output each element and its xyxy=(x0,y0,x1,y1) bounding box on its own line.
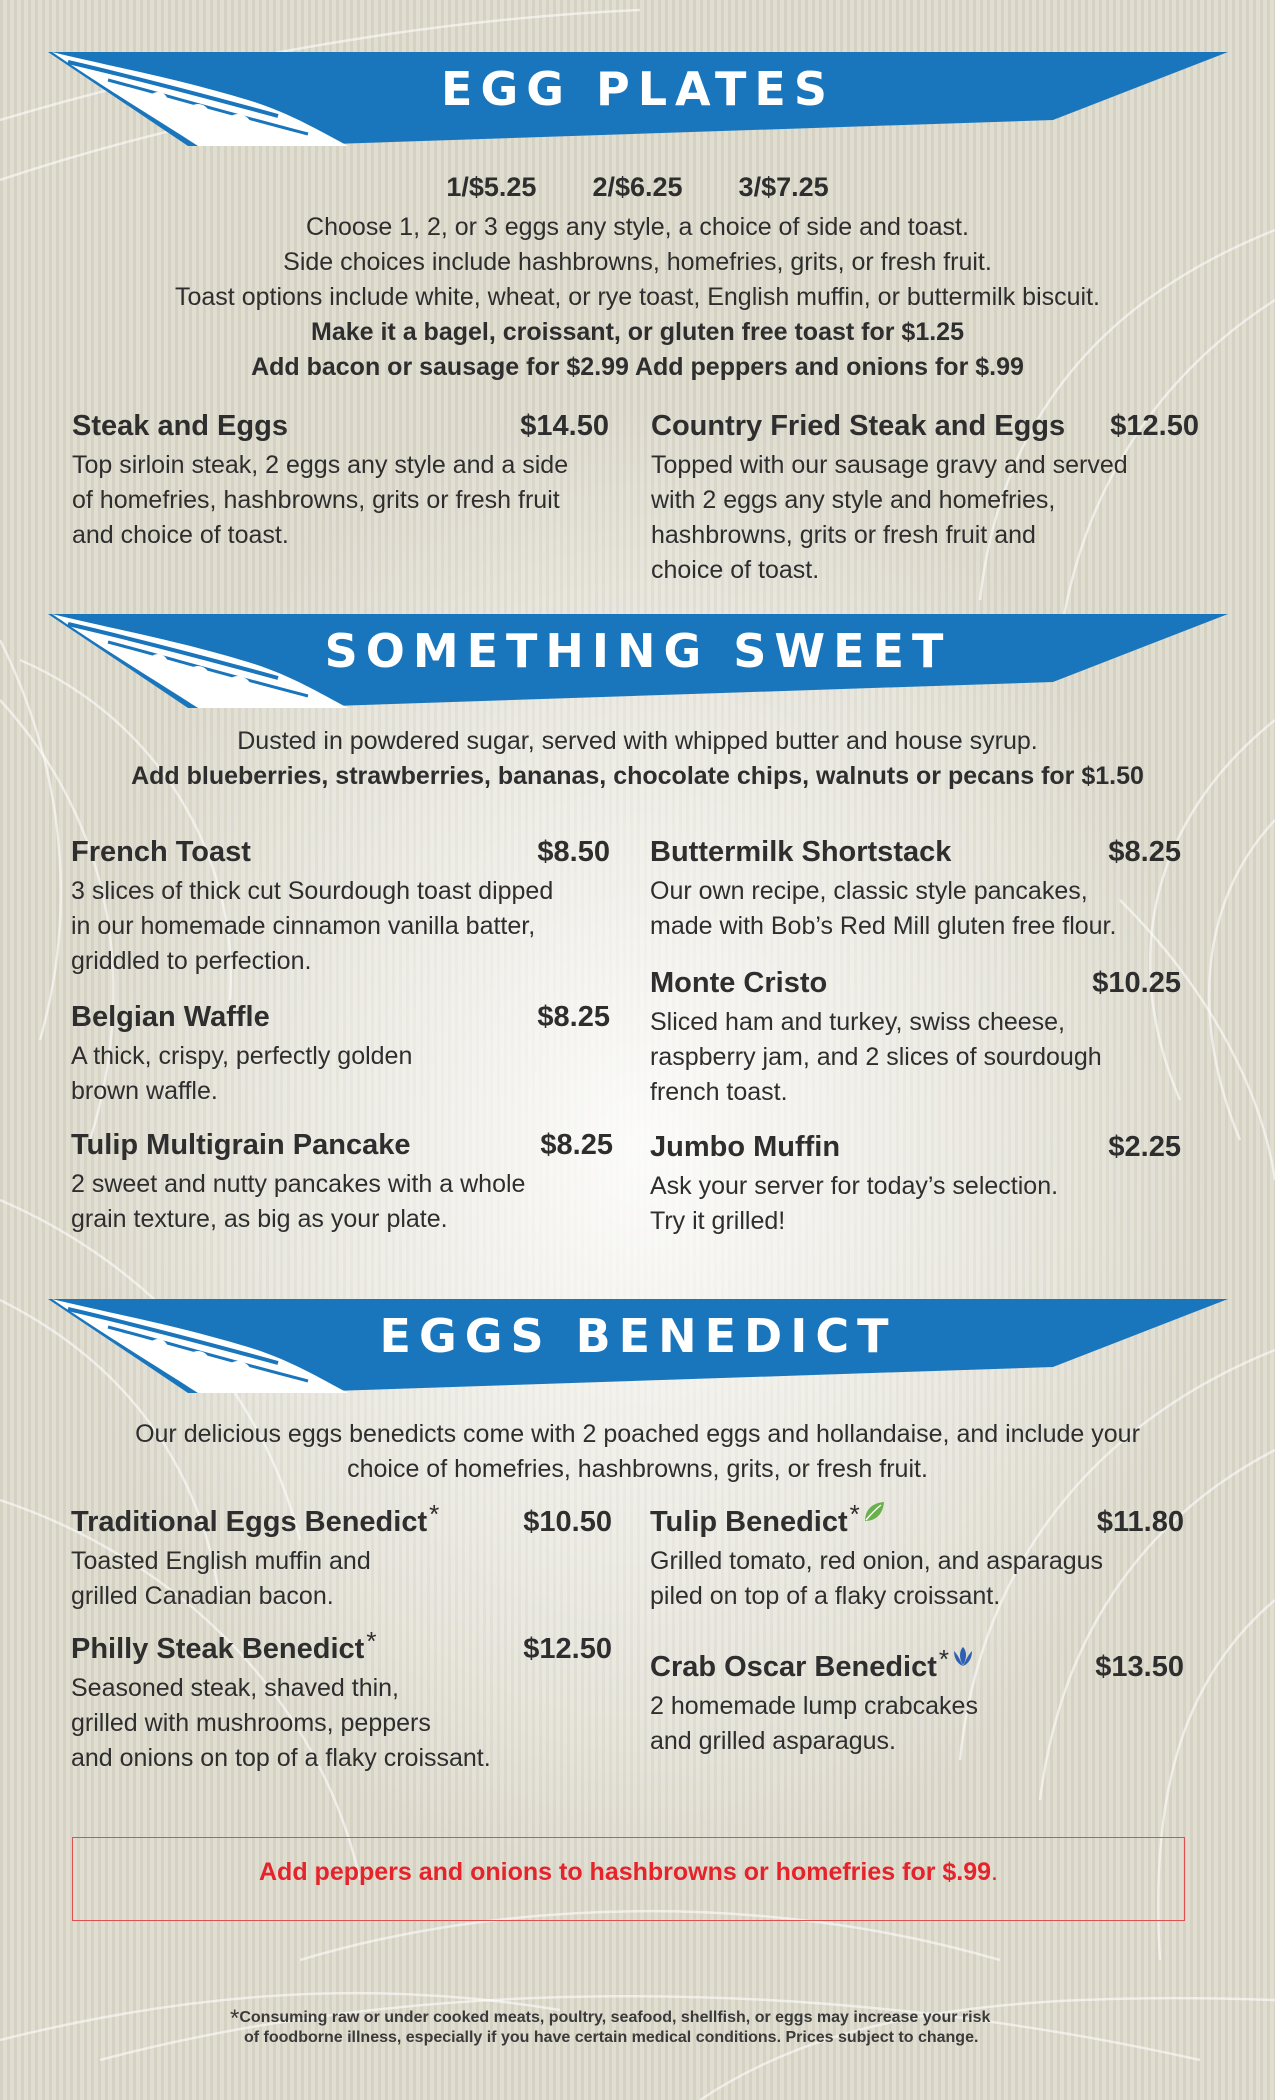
item-price: $12.50 xyxy=(523,1633,612,1665)
item-name xyxy=(71,1499,440,1539)
callout-message: Add peppers and onions to hashbrowns or homefries for $.99 xyxy=(259,1858,992,1886)
health-disclaimer-footnote xyxy=(230,2005,1130,2048)
menu-item-tulip-multigrain-pancake xyxy=(71,1129,613,1237)
section-title: SOMETHING SWEET xyxy=(324,624,952,678)
raw-food-asterisk: * xyxy=(366,1626,377,1656)
price-two-eggs: 2/$6.25 xyxy=(592,172,683,202)
description-line: of homefries, hashbrowns, grits or fresh fruit xyxy=(72,486,560,514)
item-description xyxy=(71,1167,613,1237)
menu-item-crab-oscar-benedict xyxy=(650,1644,1184,1759)
item-price: $2.25 xyxy=(1108,1131,1181,1163)
price-three-eggs: 3/$7.25 xyxy=(738,172,829,202)
menu-item-jumbo-muffin xyxy=(650,1131,1181,1239)
egg-count-prices xyxy=(0,172,1275,203)
item-name-text: Tulip Benedict xyxy=(650,1506,848,1538)
tulip-logo-icon xyxy=(951,1643,975,1677)
egg-plates-banner xyxy=(48,50,1228,150)
menu-item-steak-and-eggs xyxy=(72,410,609,553)
menu-item-traditional-eggs-benedict xyxy=(71,1499,612,1614)
description-line: and choice of toast. xyxy=(72,521,289,549)
description-line: french toast. xyxy=(650,1078,788,1106)
menu-item-buttermilk-shortstack xyxy=(650,836,1181,944)
item-price: $8.25 xyxy=(537,1001,610,1033)
description-line: piled on top of a flaky croissant. xyxy=(650,1582,1001,1610)
description-line: and grilled asparagus. xyxy=(650,1727,896,1755)
item-description xyxy=(650,1005,1181,1110)
price-one-egg: 1/$5.25 xyxy=(446,172,537,202)
item-name: Tulip Multigrain Pancake xyxy=(71,1129,411,1161)
menu-item-belgian-waffle xyxy=(71,1001,610,1109)
description-line: Side choices include hashbrowns, homefries, grits, or fresh fruit. xyxy=(283,248,992,276)
item-price: $13.50 xyxy=(1095,1651,1184,1683)
description-line: raspberry jam, and 2 slices of sourdough xyxy=(650,1043,1102,1071)
description-line: Topped with our sausage gravy and served xyxy=(651,451,1128,479)
item-name xyxy=(71,1626,377,1666)
upgrade-line: Make it a bagel, croissant, or gluten free toast for $1.25 xyxy=(311,318,964,346)
item-description xyxy=(71,1039,610,1109)
egg-plates-description xyxy=(0,210,1275,385)
description-line: Grilled tomato, red onion, and asparagus xyxy=(650,1547,1104,1575)
footnote-line xyxy=(230,2005,1130,2032)
raw-food-asterisk: * xyxy=(938,1644,950,1674)
item-description xyxy=(72,448,609,553)
footnote-line: of foodborne illness, especially if you have certain medical conditions. Prices subject to change. xyxy=(244,2029,979,2046)
description-line: Toast options include white, wheat, or rye toast, English muffin, or buttermilk biscuit. xyxy=(175,283,1100,311)
item-price: $14.50 xyxy=(520,410,609,442)
menu-item-philly-steak-benedict xyxy=(71,1626,612,1776)
description-line: in our homemade cinnamon vanilla batter, xyxy=(71,912,536,940)
item-price: $8.25 xyxy=(1108,836,1181,868)
something-sweet-banner xyxy=(48,612,1228,712)
item-price: $10.25 xyxy=(1092,967,1181,999)
item-name: Steak and Eggs xyxy=(72,410,288,442)
description-line: made with Bob’s Red Mill gluten free flour. xyxy=(650,912,1117,940)
menu-item-tulip-benedict xyxy=(650,1499,1184,1614)
item-price: $8.25 xyxy=(540,1129,613,1161)
menu-item-country-fried-steak xyxy=(651,410,1199,588)
item-name: Country Fried Steak and Eggs xyxy=(651,410,1066,442)
description-line: Toasted English muffin and xyxy=(71,1547,371,1575)
description-line: choice of homefries, hashbrowns, grits, or fresh fruit. xyxy=(347,1455,928,1483)
item-description xyxy=(71,1671,612,1776)
item-name: Monte Cristo xyxy=(650,967,828,999)
eggs-benedict-description xyxy=(0,1417,1275,1487)
description-line: Sliced ham and turkey, swiss cheese, xyxy=(650,1008,1066,1036)
description-line: Choose 1, 2, or 3 eggs any style, a choice of side and toast. xyxy=(306,213,969,241)
description-line: hashbrowns, grits or fresh fruit and xyxy=(651,521,1036,549)
description-line: Try it grilled! xyxy=(650,1207,786,1235)
description-line: grain texture, as big as your plate. xyxy=(71,1205,448,1233)
item-description xyxy=(650,874,1181,944)
item-name xyxy=(650,1644,975,1685)
description-line: with 2 eggs any style and homefries, xyxy=(651,486,1056,514)
item-description xyxy=(71,874,610,979)
menu-item-french-toast xyxy=(71,836,610,979)
description-line: A thick, crispy, perfectly golden xyxy=(71,1042,413,1070)
description-line: brown waffle. xyxy=(71,1077,218,1105)
item-name: Belgian Waffle xyxy=(71,1001,270,1033)
description-line: Ask your server for today’s selection. xyxy=(650,1172,1059,1200)
raw-food-asterisk: * xyxy=(849,1499,860,1529)
description-line: 3 slices of thick cut Sourdough toast dipped xyxy=(71,877,554,905)
item-price: $10.50 xyxy=(523,1506,612,1538)
description-line: grilled Canadian bacon. xyxy=(71,1582,334,1610)
leaf-icon xyxy=(862,1499,886,1532)
raw-food-asterisk: * xyxy=(429,1499,440,1529)
something-sweet-description xyxy=(0,724,1275,794)
item-description xyxy=(71,1544,612,1614)
add-on-line: Add bacon or sausage for $2.99 Add peppers and onions for $.99 xyxy=(251,353,1024,381)
callout-text xyxy=(73,1858,1184,1887)
section-title: EGGS BENEDICT xyxy=(379,1309,897,1363)
item-description xyxy=(650,1169,1181,1239)
item-name xyxy=(650,1499,886,1540)
add-on-line: Add blueberries, strawberries, bananas, chocolate chips, walnuts or pecans for $1.50 xyxy=(131,762,1144,790)
callout-period: . xyxy=(991,1858,998,1886)
peppers-onions-callout-box xyxy=(72,1837,1185,1921)
item-price: $11.80 xyxy=(1096,1506,1184,1538)
footnote-asterisk: * xyxy=(230,2005,240,2032)
item-price: $8.50 xyxy=(537,836,610,868)
description-line: griddled to perfection. xyxy=(71,947,312,975)
description-line: and onions on top of a flaky croissant. xyxy=(71,1744,491,1772)
eggs-benedict-banner xyxy=(48,1297,1228,1397)
footnote-text: Consuming raw or under cooked meats, poultry, seafood, shellfish, or eggs may increase your risk xyxy=(239,2009,991,2026)
menu-item-monte-cristo xyxy=(650,967,1181,1110)
item-name: French Toast xyxy=(71,836,251,868)
description-line: Top sirloin steak, 2 eggs any style and a side xyxy=(72,451,569,479)
item-name-text: Traditional Eggs Benedict xyxy=(71,1506,428,1538)
description-line: Dusted in powdered sugar, served with whipped butter and house syrup. xyxy=(237,727,1038,755)
item-description xyxy=(650,1689,1184,1759)
item-description xyxy=(650,1544,1184,1614)
item-name: Jumbo Muffin xyxy=(650,1131,841,1163)
description-line: grilled with mushrooms, peppers xyxy=(71,1709,431,1737)
description-line: Our own recipe, classic style pancakes, xyxy=(650,877,1088,905)
item-description xyxy=(651,448,1199,588)
section-title: EGG PLATES xyxy=(441,62,835,116)
description-line: Seasoned steak, shaved thin, xyxy=(71,1674,400,1702)
item-name-text: Crab Oscar Benedict xyxy=(650,1651,937,1683)
description-line: Our delicious eggs benedicts come with 2 poached eggs and hollandaise, and include your xyxy=(135,1420,1140,1448)
description-line: 2 sweet and nutty pancakes with a whole xyxy=(71,1170,526,1198)
item-price: $12.50 xyxy=(1110,410,1199,442)
description-line: 2 homemade lump crabcakes xyxy=(650,1692,978,1720)
description-line: choice of toast. xyxy=(651,556,820,584)
item-name-text: Philly Steak Benedict xyxy=(71,1633,365,1665)
item-name: Buttermilk Shortstack xyxy=(650,836,952,868)
